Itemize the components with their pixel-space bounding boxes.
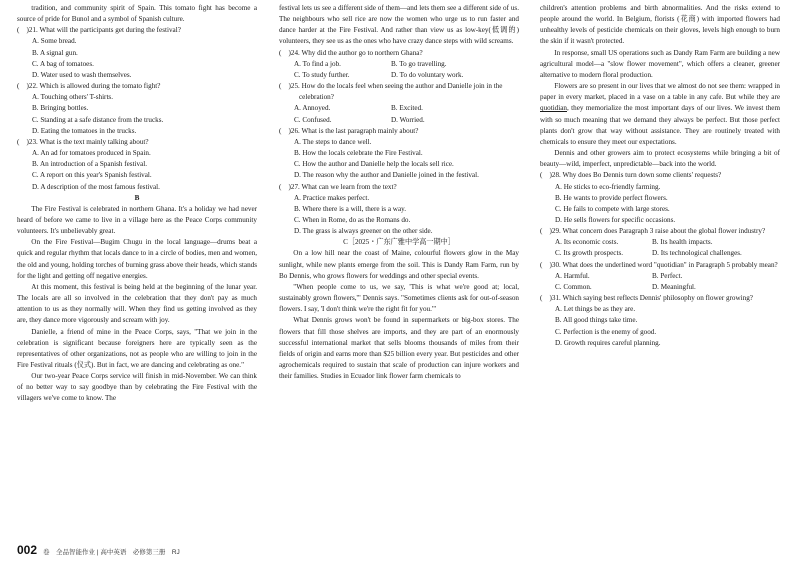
q30-option-a: A. Harmful. [555, 271, 590, 280]
passage-b-paragraph: On the Fire Festival—Bugim Chugu in the local language—drums beat a quick and regular rhythm that locals dance to in a circle of bodies, men and women, the old and young, holding torches of burning grass above their heads, which stands for the light and getting off negative energies. [17, 238, 257, 280]
passage-c-paragraph: In response, small US operations such as Dandy Ram Farm are building a new agricultural model—a "slow flower movement", which offers a cleaner, greener alternative to modern floral production. [540, 48, 780, 79]
q24-option-c: C. To study further. [294, 70, 350, 79]
q24-option-d: D. To do voluntary work. [391, 70, 464, 79]
q27-option-b: B. Where there is a will, there is a way. [294, 204, 407, 213]
section-c-heading: C［2025・广东广雅中学高一期中］ [343, 238, 455, 247]
q31-option-d: D. Growth requires careful planning. [555, 338, 661, 347]
q26-option-c: C. How the author and Danielle help the locals sell rice. [294, 160, 454, 169]
q26-option-a: A. The steps to dance well. [294, 137, 372, 146]
q26-option-b: B. How the locals celebrate the Fire Festival. [294, 149, 423, 158]
q25-option-a: A. Annoyed. [294, 104, 331, 113]
q24-options-row [279, 59, 519, 70]
underlined-word-quotidian: quotidian [540, 104, 567, 113]
column-right [540, 3, 780, 349]
q24-option-a: A. To find a job. [294, 59, 341, 68]
q29-option-d: D. Its technological challenges. [652, 249, 742, 258]
q21-option-b: B. A signal gun. [32, 48, 78, 57]
q21-option-a: A. Some bread. [32, 37, 77, 46]
q22-option-a: A. Touching others' T-shirts. [32, 93, 113, 102]
passage-c-paragraph: On a low hill near the coast of Maine, colourful flowers glow in the May sunlight, while new plants emerge from the soil. This is Dandy Ram Farm, run by Bo Dennis, who grows flowers for weddings and other special events. [279, 249, 519, 280]
question-21: ( )21. What will the participants get during the festival? [17, 26, 181, 35]
question-25: ( )25. How do the locals feel when seeing the author and Danielle join in the celebration? [279, 82, 503, 102]
q22-option-c: C. Standing at a safe distance from the trucks. [32, 115, 164, 124]
q22-option-d: D. Eating the tomatoes in the trucks. [32, 126, 137, 135]
q27-option-c: C. When in Rome, do as the Romans do. [294, 215, 411, 224]
section-b-heading: B [134, 193, 140, 202]
passage-b-paragraph: The Fire Festival is celebrated in northern Ghana. It's a holiday we had never heard of before we came to live in a village here as the Peace Corps community volunteers. It's unbelievably great. [17, 204, 257, 236]
q25-option-c: C. Confused. [294, 115, 332, 124]
page-footer [17, 544, 180, 559]
q26-option-d: D. The reason why the author and Danielle joined in the festival. [294, 171, 479, 180]
q27-option-d: D. The grass is always greener on the other side. [294, 227, 433, 236]
q23-option-b: B. An introduction of a Spanish festival. [32, 160, 148, 169]
page-number: 002 [17, 543, 38, 557]
passage-a-ending: tradition, and community spirit of Spain. This tomato fight has become a source of pride for Bunol and a symbol of Spanish culture. [17, 4, 257, 24]
text-run: Flowers are so present in our lives that we almost do not see them: wrapped in paper in every market, placed in a vase on a table in any cafe. But while they are [540, 82, 780, 102]
q29-option-c: C. Its growth prospects. [555, 249, 624, 258]
passage-c-paragraph: "When people come to us, we say, 'This is what we're good at; local, sustainably grown flowers,'" Dennis says. "Sometimes clients ask for out-of-season flowers. I say, 'I don't think we're the right fit for you.'" [279, 282, 519, 314]
passage-c-paragraph: What Dennis grows won't be found in supermarkets or big-box stores. The flowers that fill those shelves are imports, and they are part of an enormously successful international market that sells blooms thousands of miles from their fields of origin and earns more than $25 billion every year. But pesticides and other agrochemicals required to sustain that scale of production can injure workers and their families. Studies in Ecuador link flower farm chemicals to [279, 316, 519, 381]
q31-option-b: B. All good things take time. [555, 316, 638, 325]
question-22: ( )22. Which is allowed during the tomato fight? [17, 82, 161, 91]
passage-b-ending: festival lets us see a different side of them—and lets them see a different side of us. The neighbours who sell rice are now the women who urge us to run faster and dance harder at the Fire Festival. And rather than view us as low-key(低调的) volunteers, they see us as the ones who have crazy dance steps with wild screams. [279, 4, 519, 46]
q29-options-row [540, 237, 780, 248]
q22-option-b: B. Bringing bottles. [32, 104, 89, 113]
q25-options-row [279, 115, 519, 126]
q23-option-a: A. An ad for tomatoes produced in Spain. [32, 149, 151, 158]
q25-option-b: B. Excited. [391, 104, 423, 113]
q25-options-row [279, 103, 519, 114]
column-left [17, 3, 257, 405]
question-29: ( )29. What concern does Paragraph 3 raise about the global flower industry? [540, 227, 766, 236]
passage-b-paragraph: Danielle, a friend of mine in the Peace Corps, says, "That we join in the celebration is significant because foreigners here are typically seen as the representatives of other organizations, not as people who are willing to join in the Fire Festival rituals (仪式). But in fact, we are dancing and celebrating as one." [17, 327, 257, 369]
q31-option-c: C. Perfection is the enemy of good. [555, 327, 657, 336]
q28-option-b: B. He wants to provide perfect flowers. [555, 193, 668, 202]
question-31: ( )31. Which saying best reflects Dennis' philosophy on flower growing? [540, 294, 753, 303]
q29-option-b: B. Its health impacts. [652, 238, 713, 247]
passage-c-paragraph [540, 81, 780, 148]
question-23: ( )23. What is the text mainly talking about? [17, 137, 149, 146]
question-28: ( )28. Why does Bo Dennis turn down some clients' requests? [540, 171, 722, 180]
q27-option-a: A. Practice makes perfect. [294, 193, 370, 202]
q24-options-row [279, 70, 519, 81]
q30-options-row [540, 271, 780, 282]
q31-option-a: A. Let things be as they are. [555, 305, 636, 314]
q21-option-c: C. A bag of tomatoes. [32, 59, 94, 68]
q28-option-a: A. He sticks to eco-friendly farming. [555, 182, 661, 191]
question-26: ( )26. What is the last paragraph mainly about? [279, 126, 419, 135]
text-run: , they memorialize the most important days of our lives. We invest them with so much meaning that we demand they always be perfect. But those perfect plants don't grow that way without assistance. They are routinely treated with chemicals to ensure they meet our expectations. [540, 104, 780, 146]
footer-text: 卷 全品智能作业 | 高中英语 必修第三册 RJ [43, 549, 180, 556]
q25-option-d: D. Worried. [391, 115, 425, 124]
q29-option-a: A. Its economic costs. [555, 238, 619, 247]
q30-option-b: B. Perfect. [652, 271, 683, 280]
q28-option-d: D. He sells flowers for specific occasions. [555, 215, 676, 224]
q28-option-c: C. He fails to compete with large stores. [555, 204, 670, 213]
question-24: ( )24. Why did the author go to northern Ghana? [279, 48, 423, 57]
q23-option-d: D. A description of the most famous festival. [32, 182, 160, 191]
question-30: ( )30. What does the underlined word "quotidian" in Paragraph 5 probably mean? [540, 260, 778, 269]
column-middle [279, 3, 519, 382]
q24-option-b: B. To go travelling. [391, 59, 447, 68]
passage-b-paragraph: At this moment, this festival is being held at the beginning of the lunar year. The locals are all so involved in the celebration that they don't pay as much attention to us as they normally will. When they find us getting involved as they are, they dance more vigorously and scream with joy. [17, 282, 257, 325]
q29-options-row [540, 248, 780, 259]
passage-c-continued: children's attention problems and birth abnormalities. And the risks extend to people around the world. In Belgium, florists (花商) with imported flowers had unhealthy levels of pesticide chemicals on their gloves, levels high enough to burn the skin if it wasn't protected. [540, 4, 780, 46]
q30-option-d: D. Meaningful. [652, 282, 696, 291]
q21-option-d: D. Water used to wash themselves. [32, 70, 132, 79]
q30-option-c: C. Common. [555, 282, 592, 291]
question-27: ( )27. What can we learn from the text? [279, 182, 397, 191]
q23-option-c: C. A report on this year's Spanish festival. [32, 171, 152, 180]
q30-options-row [540, 282, 780, 293]
passage-c-paragraph: Dennis and other growers aim to protect ecosystems while bringing a bit of beauty—wild, imperfect, unpredictable—back into the world. [540, 149, 780, 169]
passage-b-paragraph: Our two-year Peace Corps service will finish in mid-November. We can think of no better way to say goodbye than by celebrating the Fire Festival with the villagers we've come to know. The [17, 372, 257, 403]
